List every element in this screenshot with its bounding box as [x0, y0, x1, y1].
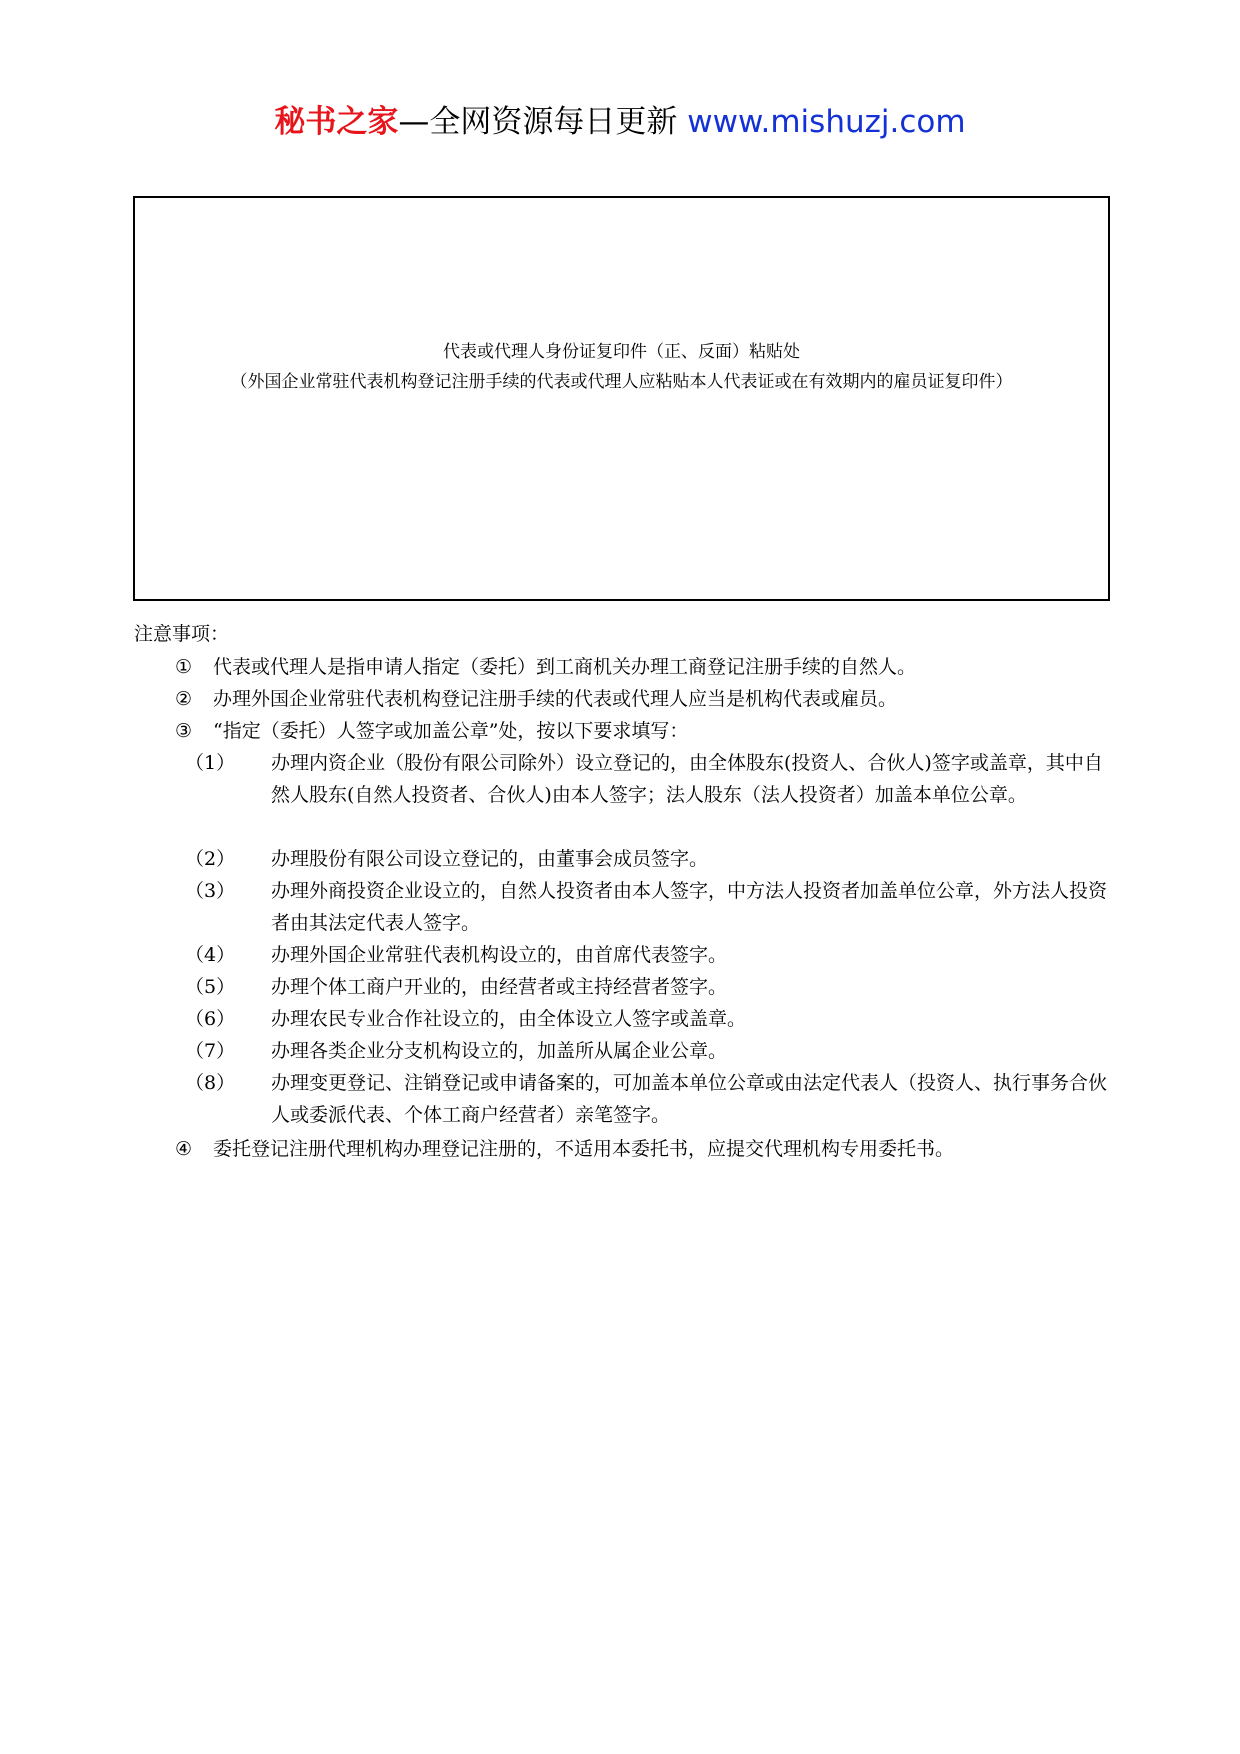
note-text: 办理外国企业常驻代表机构登记注册手续的代表或代理人应当是机构代表或雇员。 — [213, 688, 898, 710]
paste-box-note: （外国企业常驻代表机构登记注册手续的代表或代理人应粘贴本人代表证或在有效期内的雇员证复印件） — [230, 372, 1013, 392]
note-marker: ② — [175, 688, 193, 710]
note-text: 代表或代理人是指申请人指定（委托）到工商机关办理工商登记注册手续的自然人。 — [213, 656, 917, 678]
sub-marker: （2） — [185, 848, 236, 870]
page-header — [0, 102, 1240, 142]
sub-text: 办理股份有限公司设立登记的，由董事会成员签字。 — [271, 848, 709, 870]
note-item — [175, 1133, 954, 1165]
note-item — [175, 715, 688, 747]
sub-marker: （1） — [185, 752, 236, 774]
sub-marker: （8） — [185, 1072, 236, 1094]
sub-marker: （7） — [185, 1040, 236, 1062]
header-tagline: —全网资源每日更新 — [398, 104, 678, 140]
sub-marker: （3） — [185, 880, 236, 902]
paste-box-title: 代表或代理人身份证复印件（正、反面）粘贴处 — [443, 342, 800, 362]
note-marker: ③ — [175, 720, 193, 742]
header-brand: 秘书之家 — [274, 104, 399, 140]
sub-marker: （4） — [185, 944, 236, 966]
header-site-link[interactable]: www.mishuzj.com — [687, 104, 966, 140]
sub-text: 办理个体工商户开业的，由经营者或主持经营者签字。 — [271, 976, 728, 998]
sub-text: 办理变更登记、注销登记或申请备案的，可加盖本单位公章或由法定代表人（投资人、执行事务合伙人或委派代表、个体工商户经营者）亲笔签字。 — [271, 1072, 1108, 1126]
sub-text: 办理各类企业分支机构设立的，加盖所从属企业公章。 — [271, 1040, 728, 1062]
sub-text: 办理农民专业合作社设立的，由全体设立人签字或盖章。 — [271, 1008, 747, 1030]
note-text: 委托登记注册代理机构办理登记注册的，不适用本委托书，应提交代理机构专用委托书。 — [213, 1138, 955, 1160]
sub-text: 办理外商投资企业设立的，自然人投资者由本人签字，中方法人投资者加盖单位公章，外方法人投资者由其法定代表人签字。 — [271, 880, 1108, 934]
sub-marker: （5） — [185, 976, 236, 998]
note-item — [175, 651, 916, 683]
note-text: “指定（委托）人签字或加盖公章”处，按以下要求填写： — [213, 720, 689, 742]
sub-text: 办理外国企业常驻代表机构设立的，由首席代表签字。 — [271, 944, 728, 966]
sub-marker: （6） — [185, 1008, 236, 1030]
note-item — [175, 683, 897, 715]
sub-text: 办理内资企业（股份有限公司除外）设立登记的，由全体股东(投资人、合伙人)签字或盖章，其中自然人股东(自然人投资者、合伙人)由本人签字；法人股东（法人投资者）加盖本单位公章。 — [271, 752, 1103, 806]
notes-heading: 注意事项： — [134, 623, 230, 645]
note-marker: ① — [175, 656, 193, 678]
id-copy-paste-box — [133, 196, 1110, 601]
note-marker: ④ — [175, 1138, 193, 1160]
